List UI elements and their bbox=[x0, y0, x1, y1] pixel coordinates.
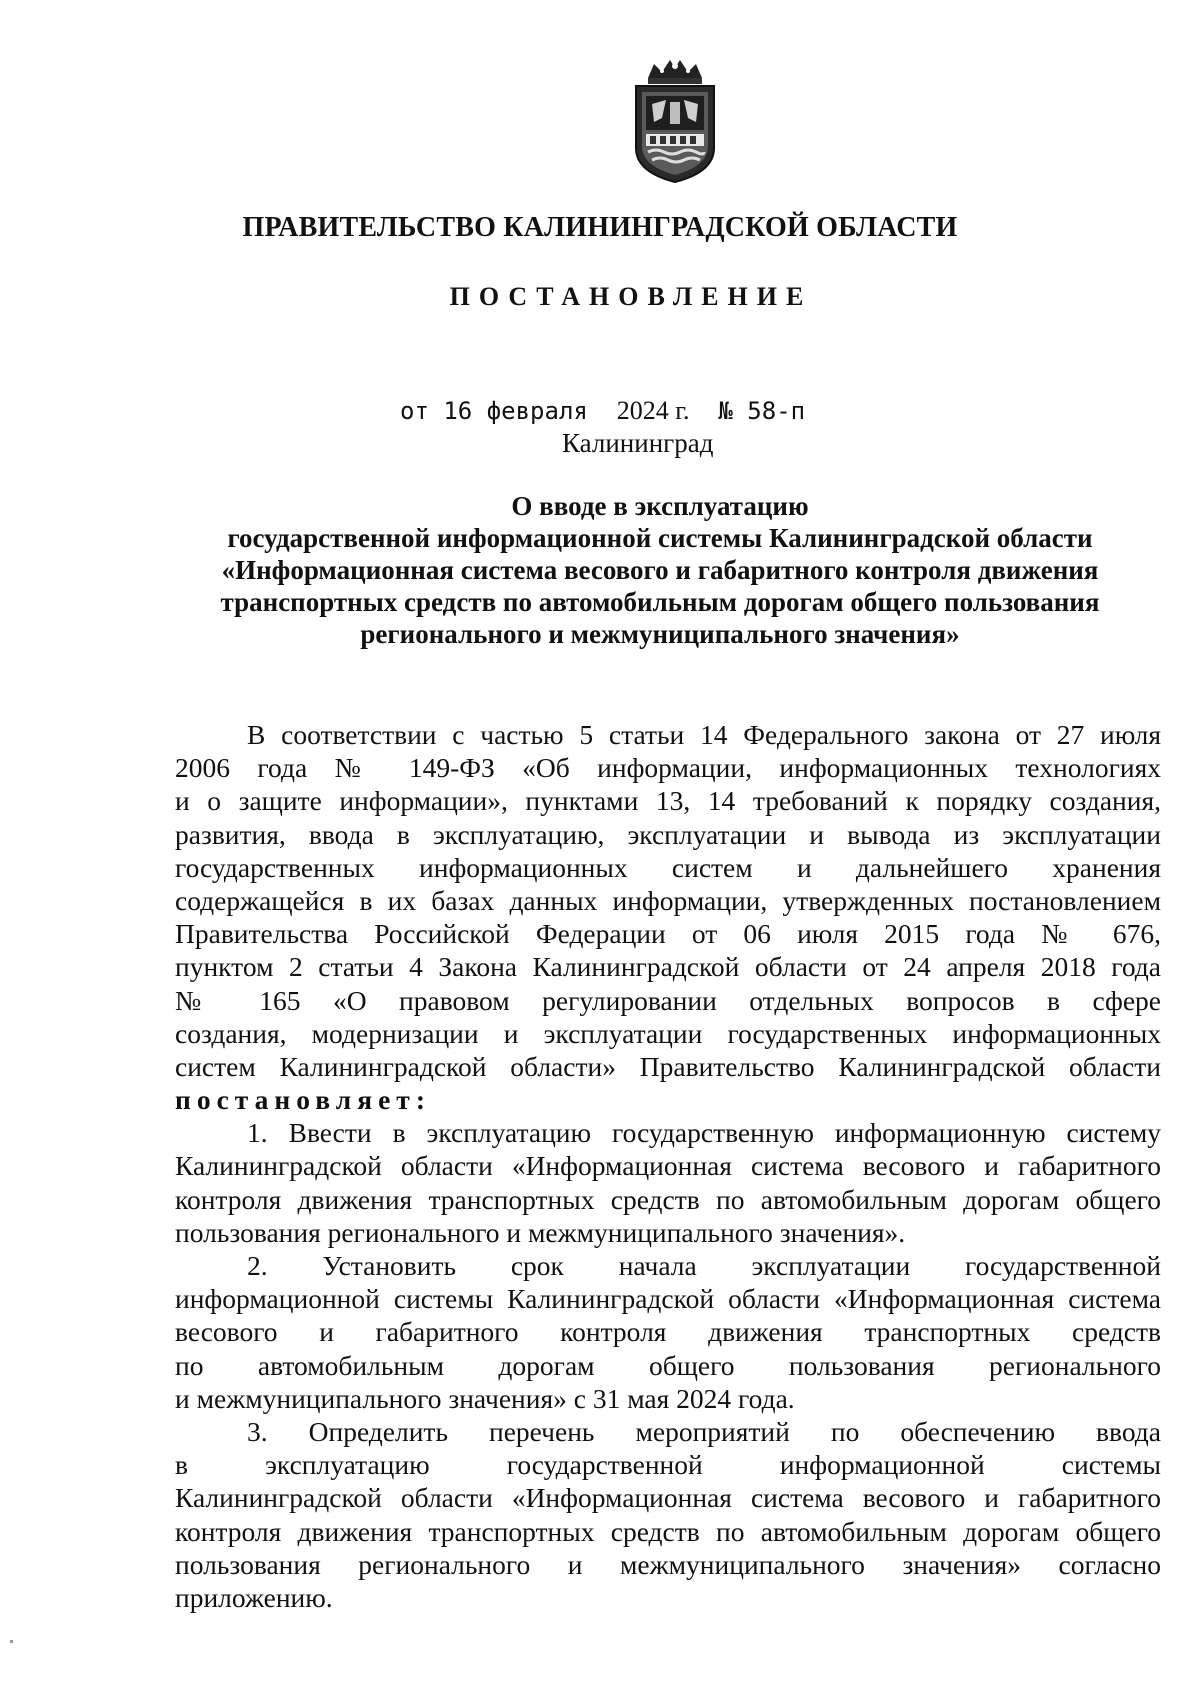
document-body bbox=[175, 718, 1161, 1614]
item3-line: пользования регионального и межмуниципального значения» согласно bbox=[175, 1548, 1161, 1580]
preamble-line: развития, ввода в эксплуатацию, эксплуатации и вывода из эксплуатации bbox=[175, 818, 1161, 850]
organization-title: ПРАВИТЕЛЬСТВО КАЛИНИНГРАДСКОЙ ОБЛАСТИ bbox=[242, 212, 958, 243]
item1-line: контроля движения транспортных средств по автомобильным дорогам общего bbox=[175, 1183, 1161, 1215]
resolves-line bbox=[175, 1083, 1161, 1116]
title-line: регионального и межмуниципального значения» bbox=[360, 619, 960, 649]
kaliningrad-coat-of-arms-icon bbox=[626, 56, 724, 184]
resolves-word: постановляет: bbox=[175, 1084, 431, 1116]
title-line: транспортных средств по автомобильным дорогам общего пользования bbox=[220, 587, 1100, 617]
preamble-line: Правительства Российской Федерации от 06 июля 2015 года № 676, bbox=[175, 918, 1161, 950]
preamble-line: систем Калининградской области» Правительство Калининградской области bbox=[175, 1050, 1161, 1082]
item3-line: контроля движения транспортных средств по автомобильным дорогам общего bbox=[175, 1515, 1161, 1547]
preamble-line: пунктом 2 статьи 4 Закона Калининградской области от 24 апреля 2018 года bbox=[175, 951, 1161, 983]
document-date: от 16 февраля bbox=[400, 397, 588, 425]
item1-line: пользования регионального и межмуниципального значения». bbox=[175, 1216, 906, 1248]
item2-line: информационной системы Калининградской области «Информационная система bbox=[175, 1283, 1161, 1315]
preamble-line: В соответствии с частью 5 статьи 14 Федерального закона от 27 июля bbox=[247, 719, 1161, 750]
item2-line: весового и габаритного контроля движения транспортных средств bbox=[175, 1316, 1161, 1348]
title-line: О вводе в эксплуатацию bbox=[511, 491, 809, 521]
item3-line: Калининградской области «Информационная система весового и габаритного bbox=[175, 1482, 1161, 1514]
title-line: «Информационная система весового и габаритного контроля движения bbox=[221, 555, 1099, 585]
preamble-line: создания, модернизации и эксплуатации государственных информационных bbox=[175, 1017, 1161, 1049]
scan-dot bbox=[10, 1640, 13, 1643]
document-year: 2024 г. bbox=[616, 396, 690, 425]
preamble-line: и о защите информации», пунктами 13, 14 требований к порядку создания, bbox=[175, 785, 1161, 817]
item2-line: и межмуниципального значения» с 31 мая 2024 года. bbox=[175, 1382, 795, 1414]
preamble-line: № 165 «О правовом регулировании отдельных вопросов в сфере bbox=[175, 984, 1161, 1016]
item2-line: по автомобильным дорогам общего пользования регионального bbox=[175, 1349, 1161, 1381]
document-type: ПОСТАНОВЛЕНИЕ bbox=[449, 282, 813, 311]
item1-line: 1. Ввести в эксплуатацию государственную информационную систему bbox=[247, 1117, 1161, 1149]
item3-line: приложению. bbox=[175, 1581, 333, 1613]
preamble-line: 2006 года № 149-ФЗ «Об информации, информационных технологиях bbox=[175, 752, 1161, 784]
preamble-line: содержащейся в их базах данных информации, утвержденных постановлением bbox=[175, 884, 1161, 916]
preamble-line: государственных информационных систем и дальнейшего хранения bbox=[175, 851, 1161, 883]
document-title bbox=[160, 490, 1160, 650]
date-line bbox=[400, 396, 805, 426]
item1-line: Калининградской области «Информационная система весового и габаритного bbox=[175, 1150, 1161, 1182]
item3-line: в эксплуатацию государственной информационной системы bbox=[175, 1449, 1161, 1481]
document-number: № 58-п bbox=[718, 397, 806, 425]
document-city: Калининград bbox=[562, 428, 714, 458]
title-line: государственной информационной системы Калининградской области bbox=[227, 523, 1093, 553]
item2-line: 2. Установить срок начала эксплуатации государственной bbox=[247, 1250, 1161, 1281]
item3-line: 3. Определить перечень мероприятий по обеспечению ввода bbox=[247, 1415, 1161, 1447]
